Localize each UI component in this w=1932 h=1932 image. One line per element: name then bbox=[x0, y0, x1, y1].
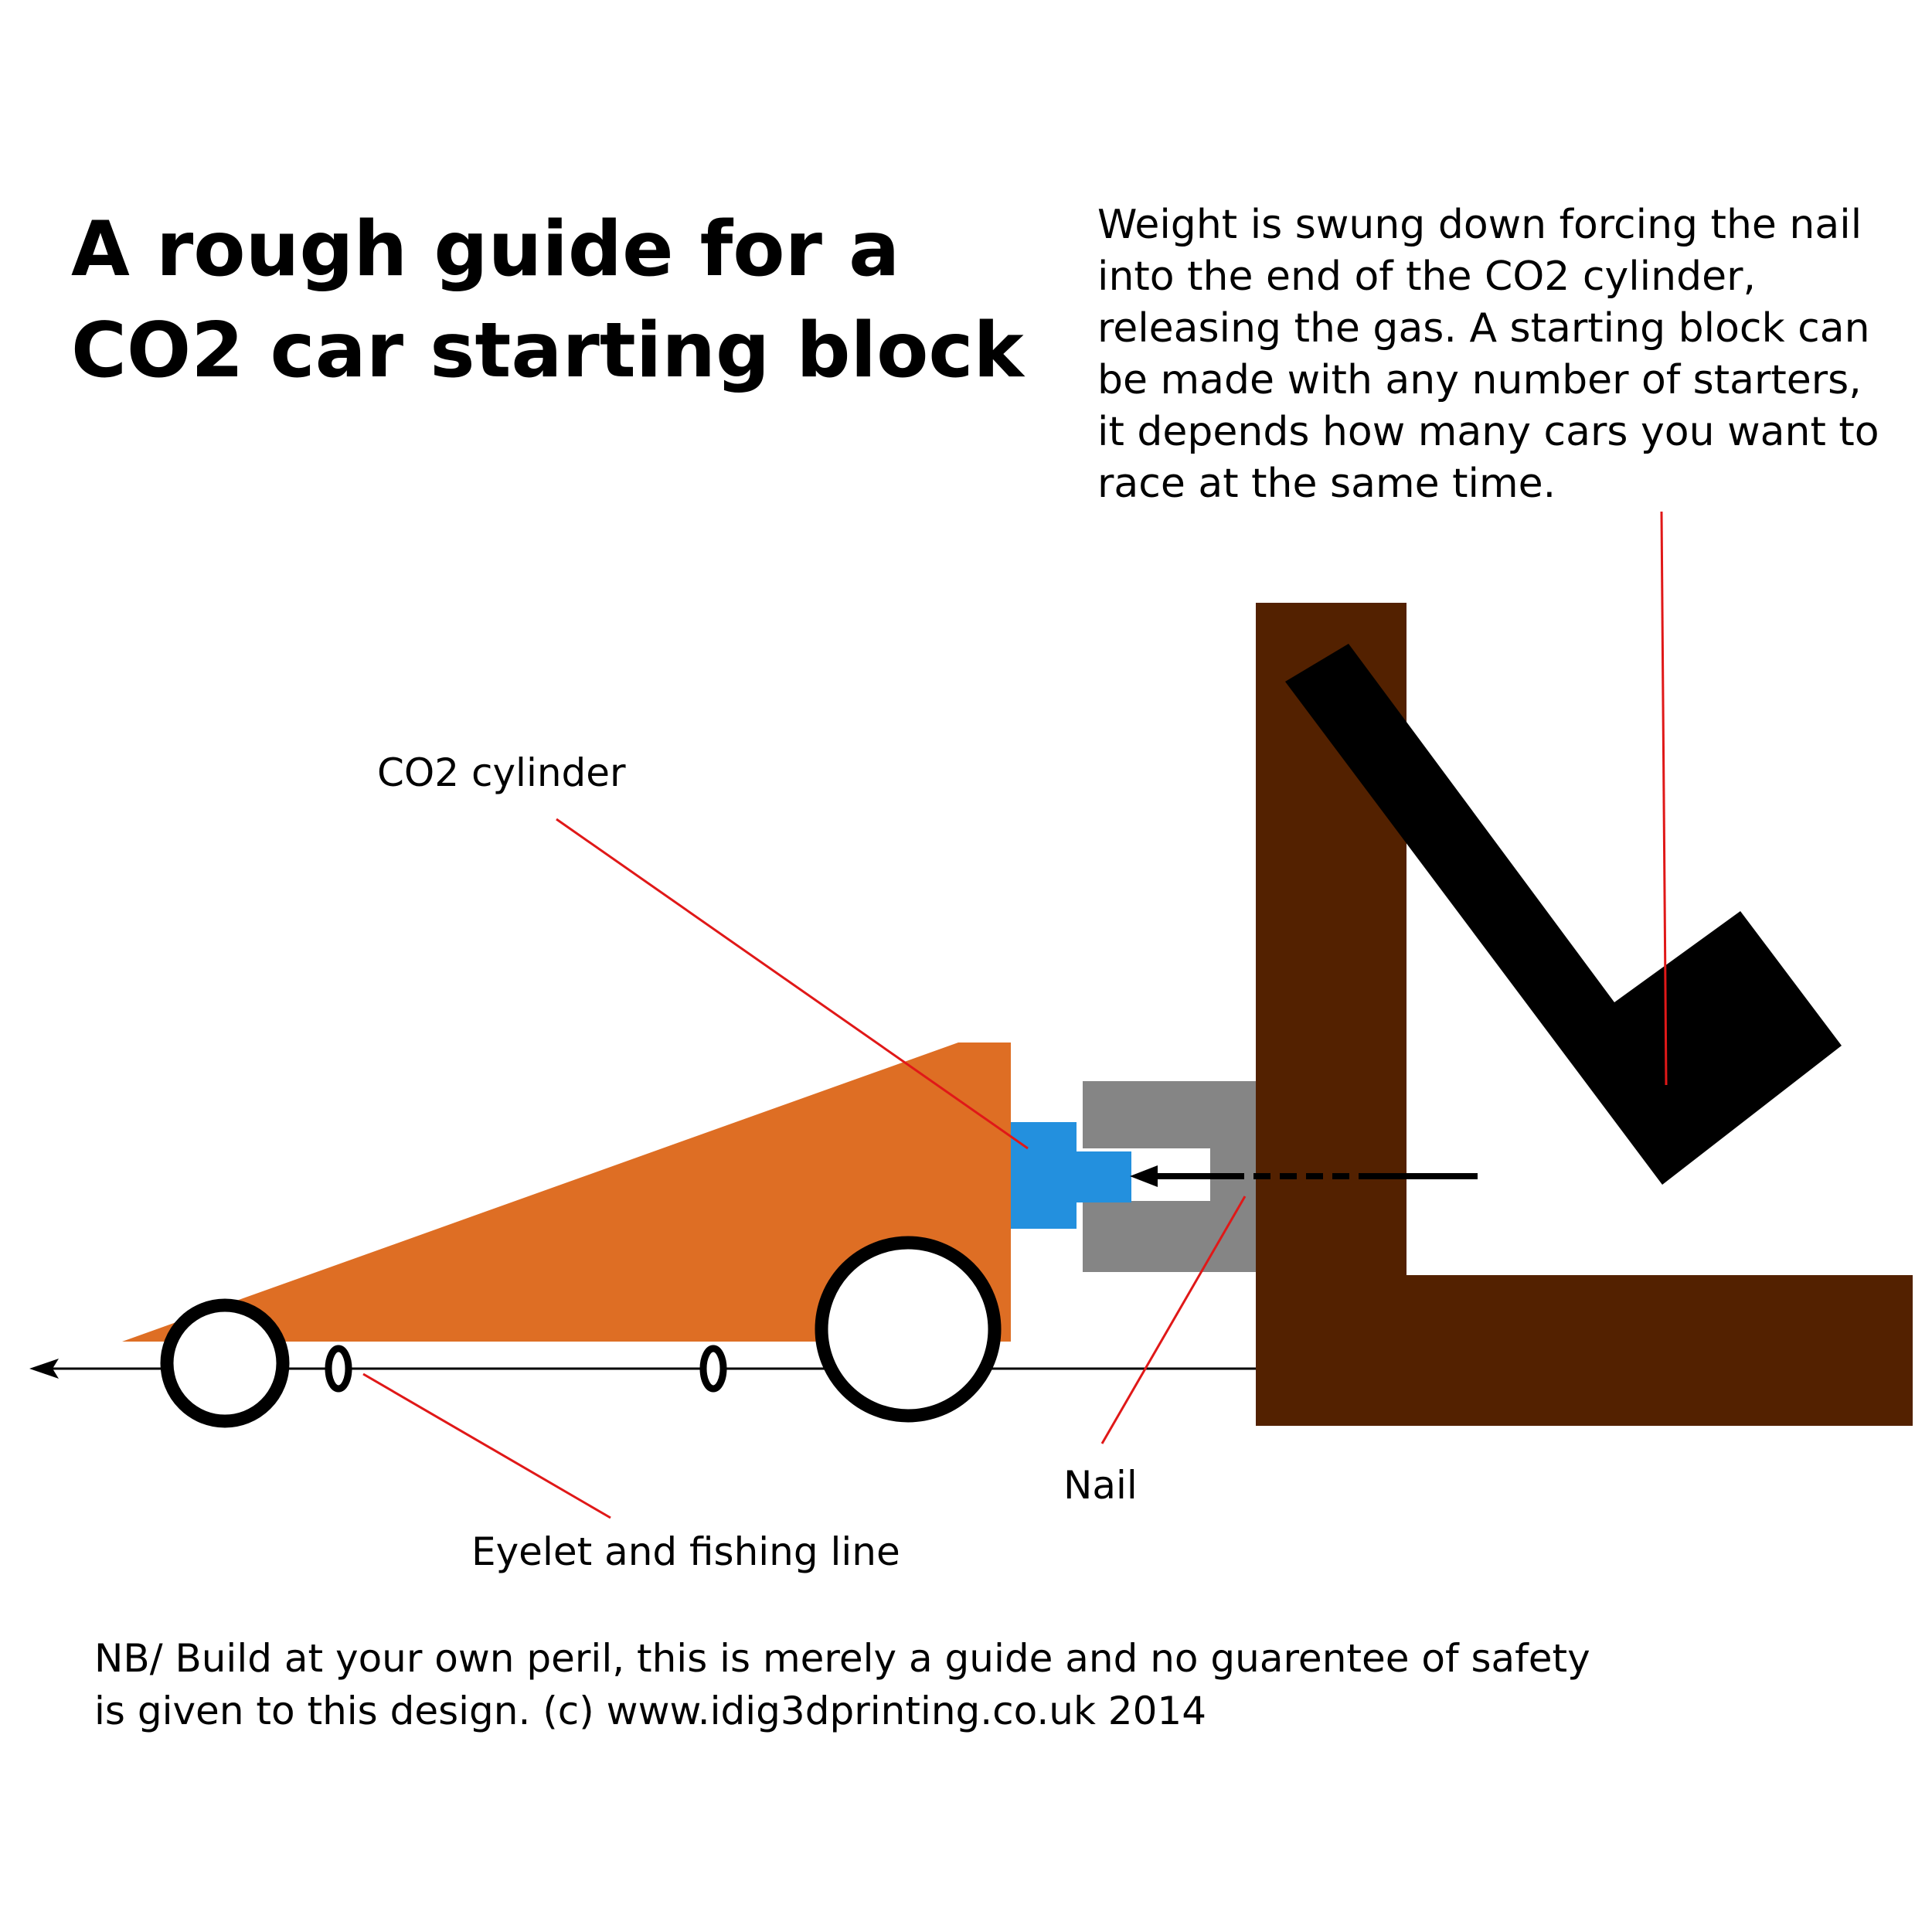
nail-arrowhead bbox=[1130, 1165, 1158, 1187]
rear-wheel bbox=[821, 1243, 995, 1416]
disclaimer-note bbox=[94, 1632, 1640, 1737]
nail-label: Nail bbox=[1063, 1463, 1138, 1508]
title-line-1: A rough guide for a bbox=[71, 206, 900, 294]
eyelet-front bbox=[328, 1349, 349, 1389]
description-line: it depends how many cars you want to bbox=[1097, 409, 1879, 455]
eyelet-label: Eyelet and fishing line bbox=[471, 1529, 900, 1574]
disclaimer-line-1: NB/ Build at your own peril, this is merely a guide and no guarentee of safety bbox=[94, 1636, 1590, 1681]
eyelet-rear bbox=[703, 1349, 723, 1389]
description-line: be made with any number of starters, bbox=[1097, 357, 1862, 403]
starting-block-base bbox=[1256, 1275, 1913, 1426]
leader-line-eyelet bbox=[363, 1374, 611, 1518]
title-line-2: CO2 car starting block bbox=[71, 307, 1024, 395]
co2-cylinder-label: CO2 cylinder bbox=[377, 750, 626, 795]
leader-line-co2 bbox=[556, 819, 1028, 1148]
front-wheel bbox=[167, 1305, 283, 1421]
page-title bbox=[71, 199, 1076, 402]
co2-cylinder-neck bbox=[1073, 1151, 1131, 1202]
disclaimer-line-2: is given to this design. (c) www.idig3dprinting.co.uk 2014 bbox=[94, 1689, 1207, 1733]
description-text bbox=[1097, 199, 1924, 510]
description-line: releasing the gas. A starting block can bbox=[1097, 305, 1870, 352]
co2-cylinder-body bbox=[1011, 1122, 1077, 1229]
description-line: race at the same time. bbox=[1097, 461, 1556, 507]
description-line: Weight is swung down forcing the nail bbox=[1097, 202, 1862, 248]
description-line: into the end of the CO2 cylinder, bbox=[1097, 253, 1756, 300]
